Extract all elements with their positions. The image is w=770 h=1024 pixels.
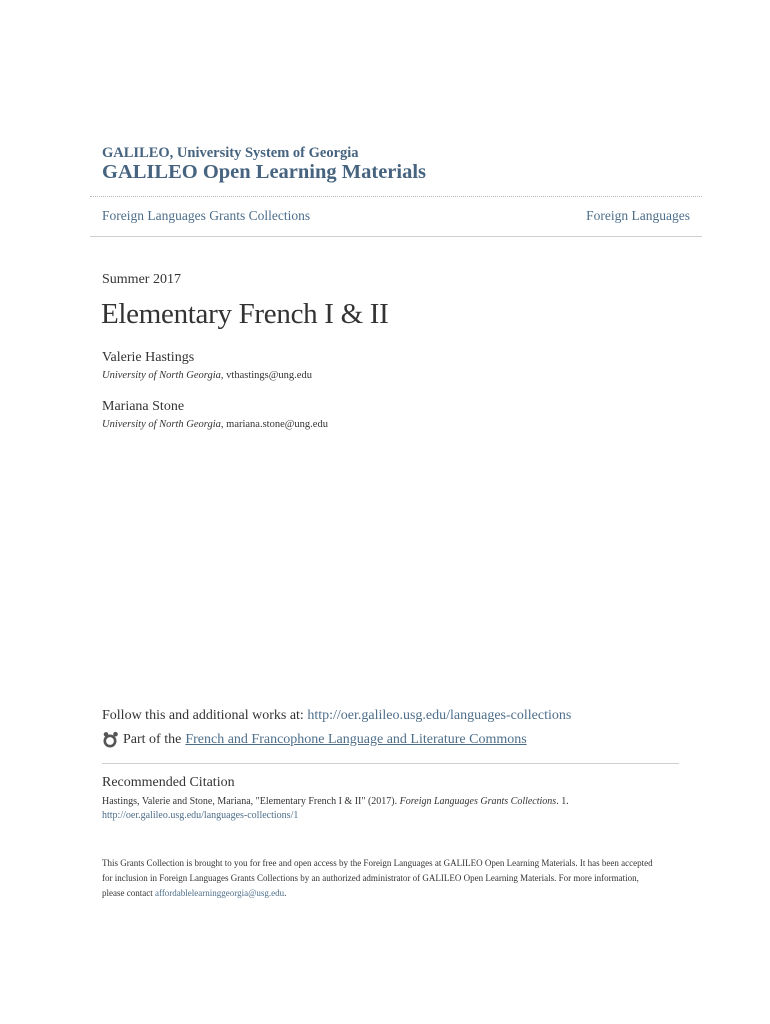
discipline-link[interactable]: Foreign Languages — [586, 208, 690, 223]
author-affiliation: University of North Georgia, mariana.stone@ung.edu — [102, 419, 328, 430]
citation-collection: Foreign Languages Grants Collections — [399, 796, 557, 807]
author-affiliation: University of North Georgia, vthastings@ung.edu — [102, 370, 312, 381]
part-of-line — [102, 731, 527, 748]
citation-heading: Recommended Citation — [102, 775, 235, 790]
page-title: Elementary French I & II — [101, 298, 389, 330]
affiliation-name: University of North Georgia — [102, 370, 221, 381]
commons-link[interactable]: French and Francophone Language and Literature Commons — [185, 731, 527, 747]
collection-link[interactable]: Foreign Languages Grants Collections — [102, 208, 311, 223]
follow-line — [102, 708, 571, 724]
affiliation-name: University of North Georgia — [102, 419, 221, 430]
nav-divider — [90, 236, 702, 237]
follow-label: Follow this and additional works at: — [102, 708, 308, 723]
author-email: vthastings@ung.edu — [226, 370, 312, 381]
access-notice — [102, 856, 662, 901]
notice-text: This Grants Collection is brought to you for free and open access by the Foreign Languages at GALILEO Open Learning Materials. It has been accepted for inclusion in Foreign Languages Grants Collections by an authorized administrator of GALILEO Open Learning Materials. For more information, please contact — [102, 858, 653, 898]
citation-url-link[interactable]: http://oer.galileo.usg.edu/languages-collections/1 — [102, 810, 299, 821]
repository-name[interactable]: GALILEO Open Learning Materials — [102, 161, 427, 183]
header-divider — [90, 196, 702, 197]
notice-end: . — [284, 888, 287, 898]
collection-url-link[interactable]: http://oer.galileo.usg.edu/languages-collections — [307, 708, 572, 723]
part-of-label: Part of the — [123, 731, 182, 747]
contact-email-link[interactable]: affordablelearninggeorgia@usg.edu — [154, 888, 285, 898]
citation-suffix: . 1. — [556, 796, 569, 807]
author-name: Valerie Hastings — [102, 350, 195, 365]
author-email: mariana.stone@ung.edu — [226, 419, 328, 430]
institution-name: GALILEO, University System of Georgia — [102, 145, 359, 161]
commons-network-icon — [102, 731, 119, 748]
citation-divider — [102, 763, 679, 764]
author-name: Mariana Stone — [102, 399, 185, 414]
citation-text — [102, 796, 569, 807]
citation-prefix: Hastings, Valerie and Stone, Mariana, "Elementary French I & II" (2017). — [102, 796, 400, 807]
publication-date: Summer 2017 — [102, 272, 181, 287]
